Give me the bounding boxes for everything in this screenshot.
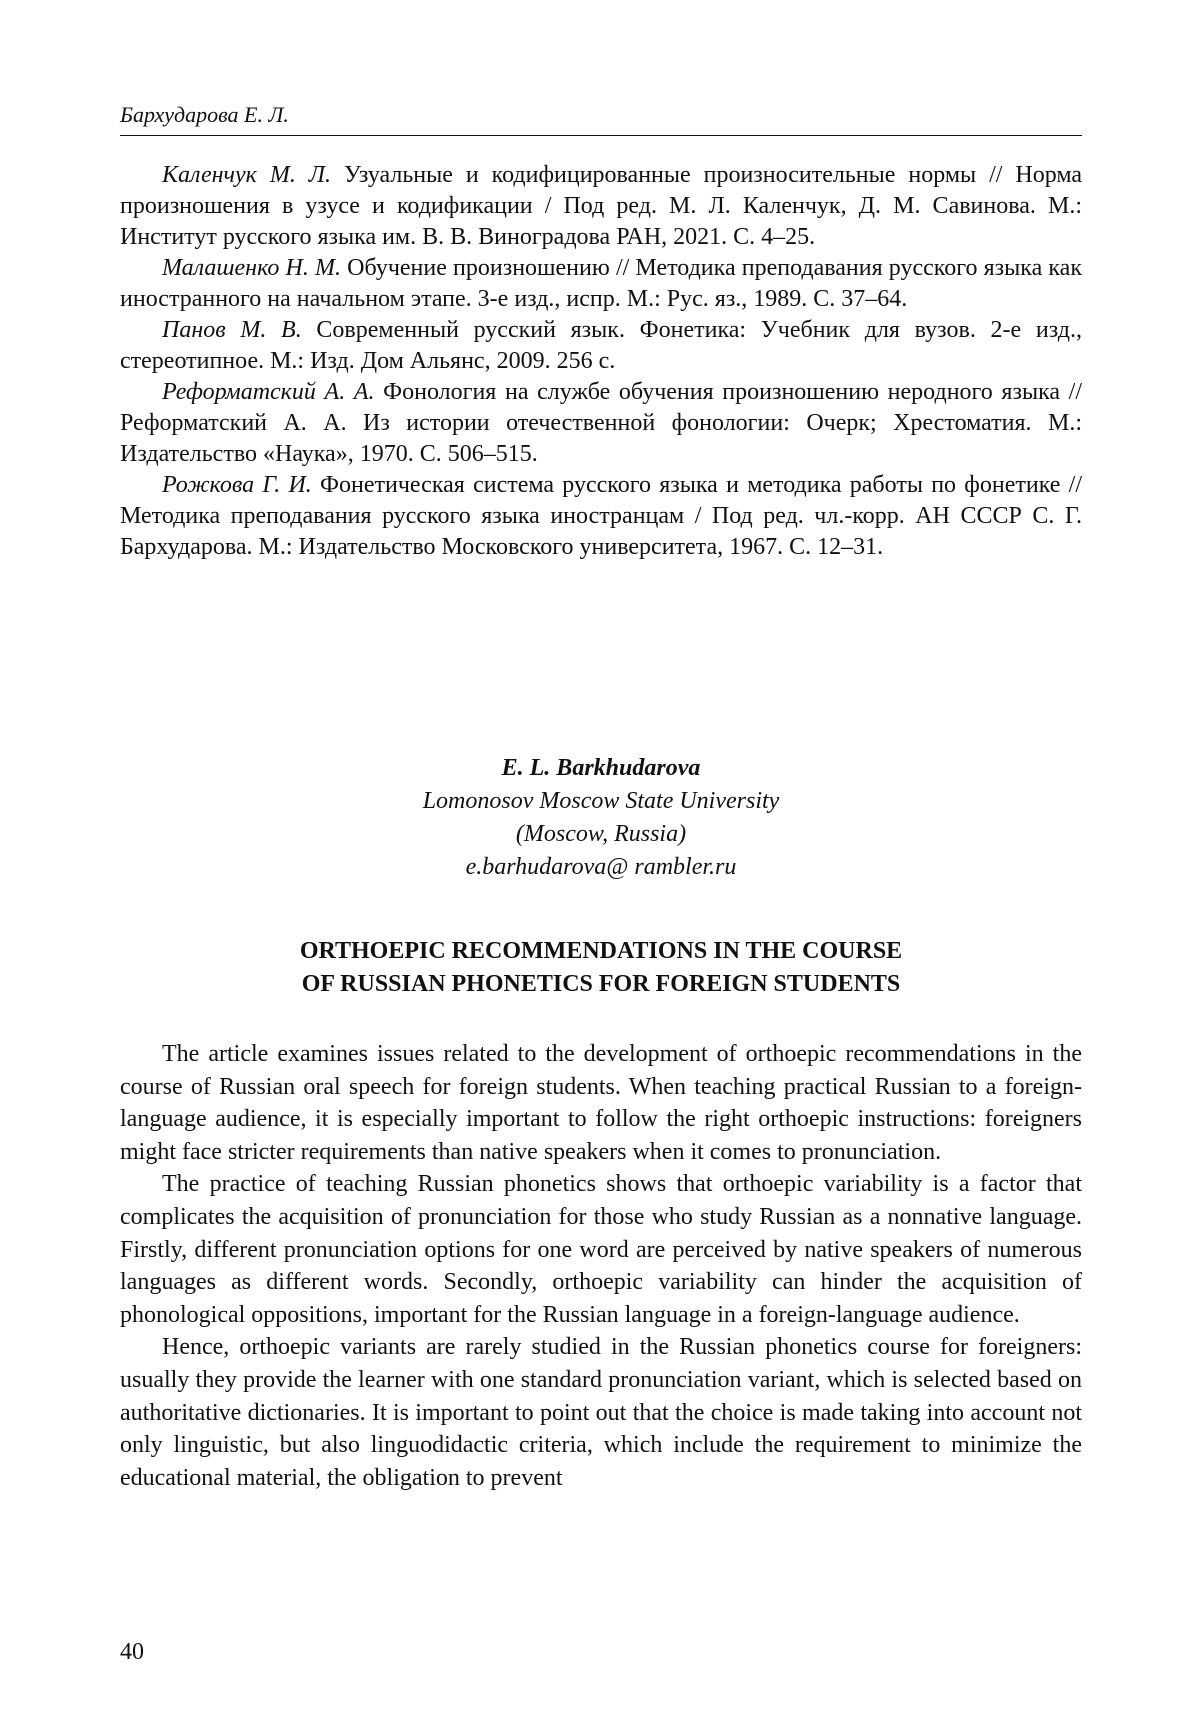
- reference-text: Современный русский язык. Фонетика: Учебник для вузов. 2-е изд., стереотипное. М.: Изд. Дом Альянс, 2009. 256 с.: [120, 317, 1082, 374]
- author-email: e.barhudarova@ rambler.ru: [465, 854, 737, 880]
- author-affiliation: Lomonosov Moscow State University: [422, 788, 780, 814]
- reference-text: Фонетическая система русского языка и методика работы по фонетике // Методика преподавания русского языка иностранцам / Под ред. чл.-корр. АН СССР С. Г. Бархударова. М.: Издательство Московского университета, 1967. С. 12–31.: [120, 472, 1082, 560]
- abstract-paragraph: Hence, orthoepic variants are rarely studied in the Russian phonetics course for foreigners: usually they provide the learner with one standard pronunciation variant, which is selected based on authoritative dictionaries. It is important to point out that the choice is made taking into account not only linguistic, but also linguodidactic criteria, which include the requirement to minimize the educational material, the obligation to prevent: [120, 1334, 1082, 1491]
- reference-text: Фонология на службе обучения произношению неродного языка // Реформатский А. А. Из истории отечественной фонологии: Очерк; Хрестоматия. М.: Издательство «Наука», 1970. С. 506–515.: [120, 379, 1082, 467]
- reference-item: [120, 160, 1082, 253]
- author-byline: [120, 752, 1082, 884]
- paper-page: [120, 0, 1082, 1710]
- article-title: [120, 935, 1082, 1001]
- author-name: E. L. Barkhudarova: [501, 755, 701, 781]
- reference-list: [120, 160, 1082, 563]
- reference-text: Обучение произношению // Методика преподавания русского языка как иностранного на начальном этапе. 3-е изд., испр. М.: Рус. яз., 1989. С. 37–64.: [120, 255, 1082, 312]
- abstract-body: [120, 1038, 1082, 1494]
- article-title-line: ORTHOEPIC RECOMMENDATIONS IN THE COURSE: [299, 938, 903, 964]
- reference-item: [120, 315, 1082, 377]
- reference-item: [120, 377, 1082, 470]
- reference-author: Панов М. В.: [162, 317, 302, 343]
- abstract-paragraph: The practice of teaching Russian phonetics shows that orthoepic variability is a factor that complicates the acquisition of pronunciation for those who study Russian as a nonnative language. Firstly, different pronunciation options for one word are perceived by native speakers of numerous languages as different words. Secondly, orthoepic variability can hinder the acquisition of phonological oppositions, important for the Russian language in a foreign-language audience.: [120, 1171, 1082, 1328]
- page-number: 40: [120, 1639, 144, 1665]
- header-rule: [120, 135, 1082, 136]
- reference-author: Реформатский А. А.: [162, 379, 375, 405]
- reference-text: Узуальные и кодифицированные произносительные нормы // Норма произношения в узусе и кодификации / Под ред. М. Л. Каленчук, Д. М. Савинова. М.: Институт русского языка им. В. В. Виноградова РАН, 2021. С. 4–25.: [120, 162, 1083, 250]
- reference-author: Малашенко Н. М.: [162, 255, 342, 281]
- reference-author: Рожкова Г. И.: [162, 472, 312, 498]
- running-head: Бархударова Е. Л.: [120, 102, 289, 127]
- article-title-line: OF RUSSIAN PHONETICS FOR FOREIGN STUDENTS: [301, 971, 901, 997]
- reference-item: [120, 470, 1082, 563]
- reference-item: [120, 253, 1082, 315]
- reference-author: Каленчук М. Л.: [162, 162, 332, 188]
- abstract-paragraph: The article examines issues related to the development of orthoepic recommendations in the course of Russian oral speech for foreign students. When teaching practical Russian to a foreign-language audience, it is especially important to follow the right orthoepic instructions: foreigners might face stricter requirements than native speakers when it comes to pronunciation.: [120, 1041, 1082, 1165]
- author-location: (Moscow, Russia): [515, 821, 687, 847]
